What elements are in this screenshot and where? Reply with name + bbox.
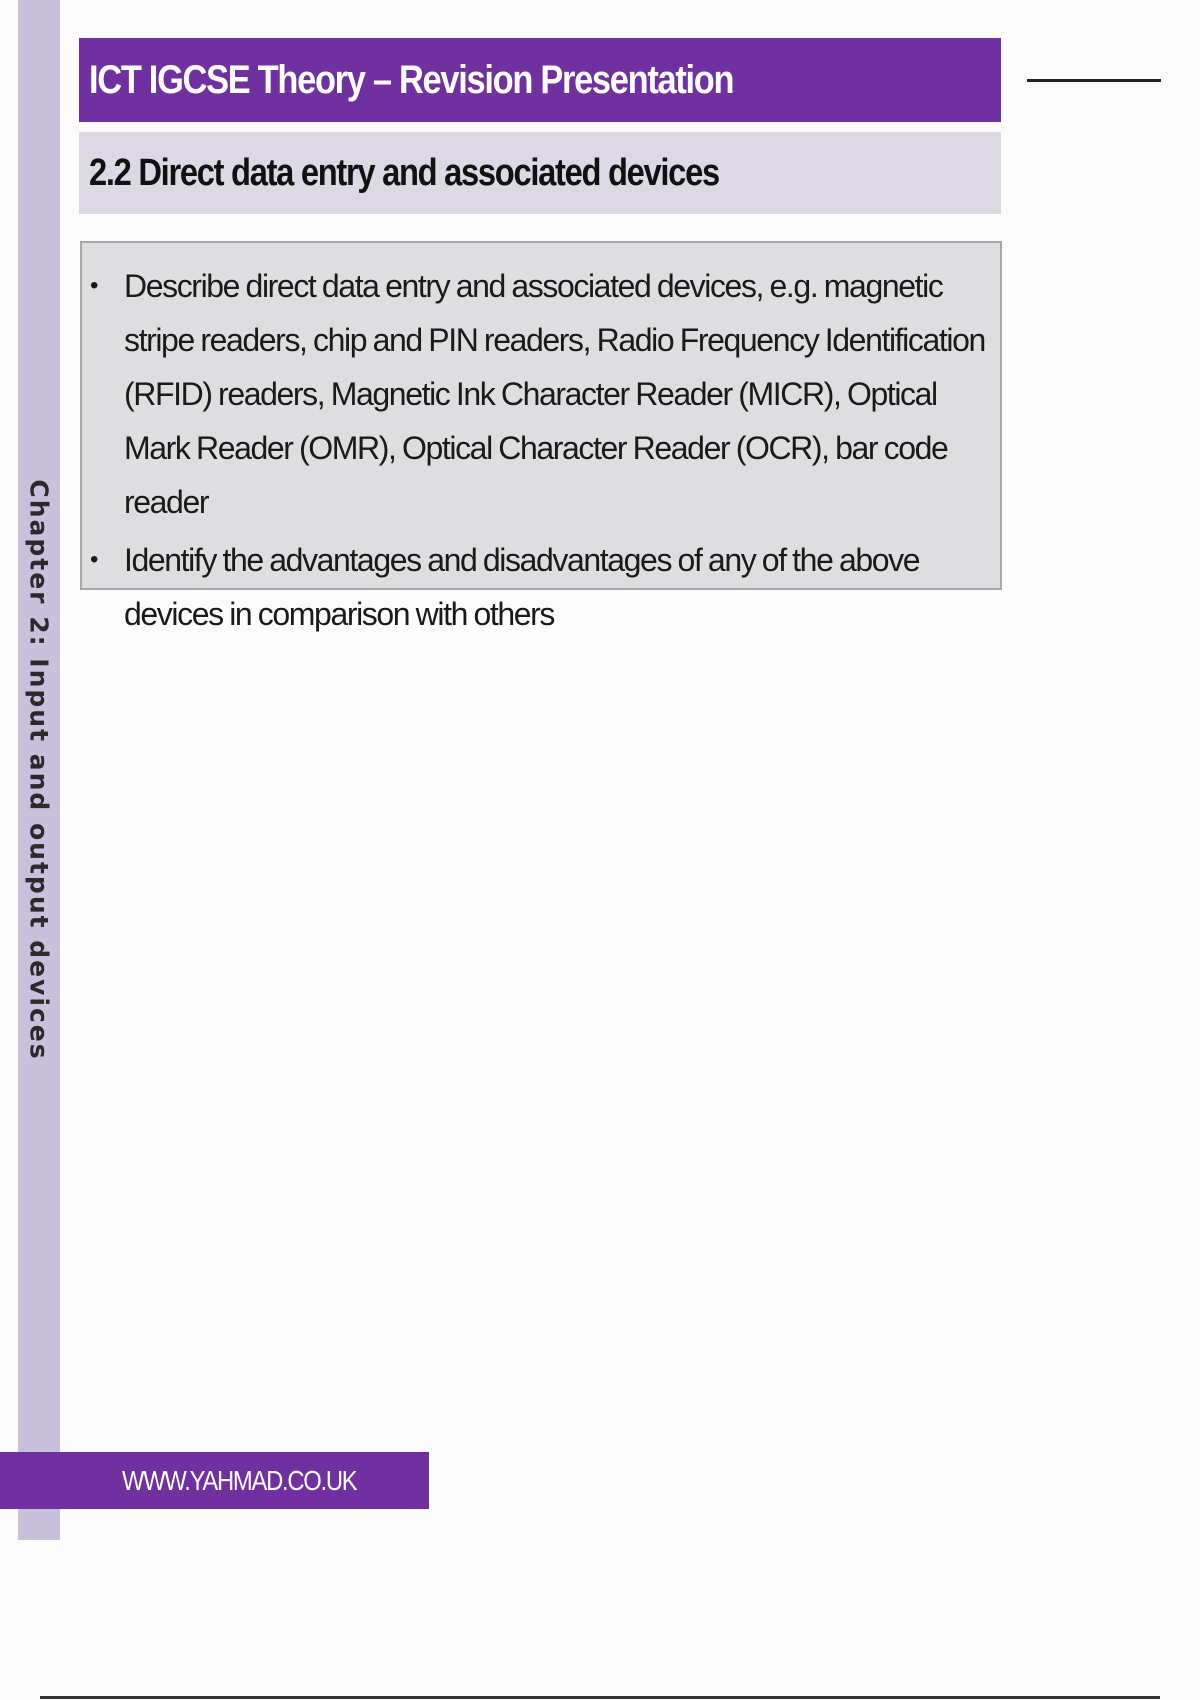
- objective-text: Describe direct data entry and associated devices, e.g. magnetic stripe readers, chip and PIN readers, Radio Frequency Identification (RFID) readers, Magnetic Ink Character Reader (MICR), Optical Mark Reader (OMR), Optical Character Reader (OCR), bar code reader: [124, 268, 985, 520]
- bullet-icon: •: [90, 546, 98, 573]
- subtitle-banner: [79, 132, 1001, 214]
- learning-objectives-box: [80, 241, 1002, 632]
- objective-item: [82, 533, 990, 641]
- title-banner: [79, 38, 1001, 122]
- website-link[interactable]: WWW.YAHMAD.CO.UK: [122, 1464, 357, 1496]
- footer-banner: [0, 1452, 429, 1509]
- chapter-label: Chapter 2: Input and output devices: [24, 479, 54, 1061]
- objective-item: [82, 259, 990, 529]
- header-divider: [1027, 79, 1161, 82]
- page-title: ICT IGCSE Theory – Revision Presentation: [89, 57, 734, 102]
- objectives-list: [82, 259, 990, 641]
- objective-text: Identify the advantages and disadvantages of any of the above devices in comparison with others: [124, 542, 920, 632]
- bottom-divider: [40, 1696, 1160, 1699]
- bullet-icon: •: [90, 272, 98, 299]
- section-title: 2.2 Direct data entry and associated devices: [89, 151, 719, 194]
